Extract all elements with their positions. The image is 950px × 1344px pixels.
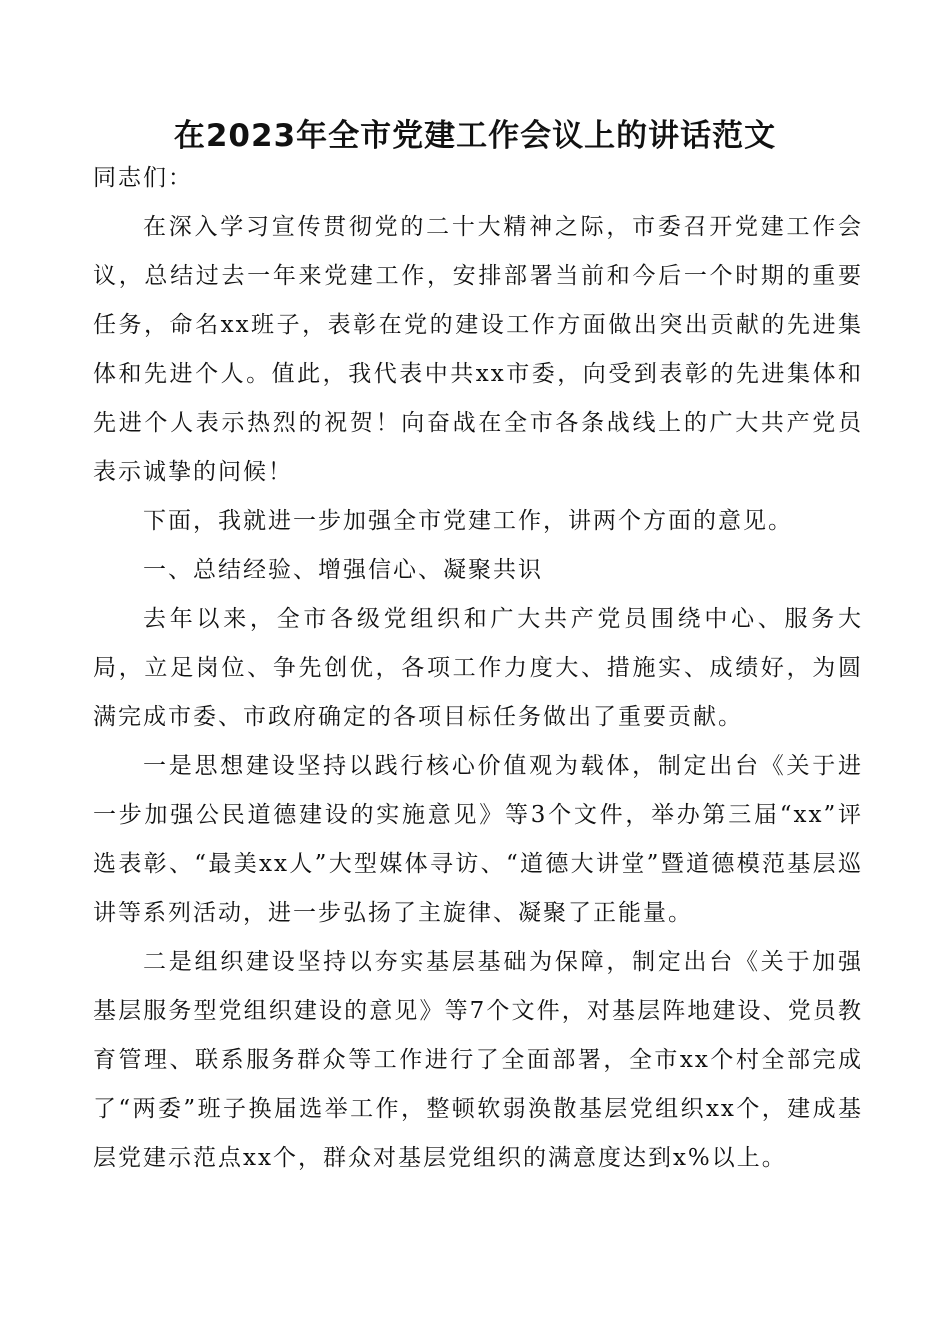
paragraph-opening: 在深入学习宣传贯彻党的二十大精神之际，市委召开党建工作会议，总结过去一年来党建工作，安排部署当前和今后一个时期的重要任务，命名xx班子，表彰在党的建设工作方面做出突出贡献的先进集体和先进个人。值此，我代表中共xx市委，向受到表彰的先进集体和先进个人表示热烈的祝贺！向奋战在全市各条战线上的广大共产党员表示诚挚的问候！: [93, 214, 863, 485]
paragraph-summary: 去年以来，全市各级党组织和广大共产党员围绕中心、服务大局，立足岗位、争先创优，各项工作力度大、措施实、成绩好，为圆满完成市委、市政府确定的各项目标任务做出了重要贡献。: [93, 606, 863, 730]
salutation: 同志们：: [93, 165, 193, 191]
paragraph-intro: 下面，我就进一步加强全市党建工作，讲两个方面的意见。: [143, 508, 793, 534]
paragraph-organization: 二是组织建设坚持以夯实基层基础为保障，制定出台《关于加强基层服务型党组织建设的意见》等7个文件，对基层阵地建设、党员教育管理、联系服务群众等工作进行了全面部署，全市xx个村全部完成了“两委”班子换届选举工作，整顿软弱涣散基层党组织xx个，建成基层党建示范点xx个，群众对基层党组织的满意度达到x%以上。: [93, 949, 863, 1171]
document-body: [93, 154, 863, 1183]
paragraph-ideology: 一是思想建设坚持以践行核心价值观为载体，制定出台《关于进一步加强公民道德建设的实施意见》等3个文件，举办第三届“xx”评选表彰、“最美xx人”大型媒体寻访、“道德大讲堂”暨道德模范基层巡讲等系列活动，进一步弘扬了主旋律、凝聚了正能量。: [93, 753, 863, 926]
document-title: 在2023年全市党建工作会议上的讲话范文: [173, 118, 777, 154]
section-heading-1: 一、总结经验、增强信心、凝聚共识: [143, 557, 543, 583]
